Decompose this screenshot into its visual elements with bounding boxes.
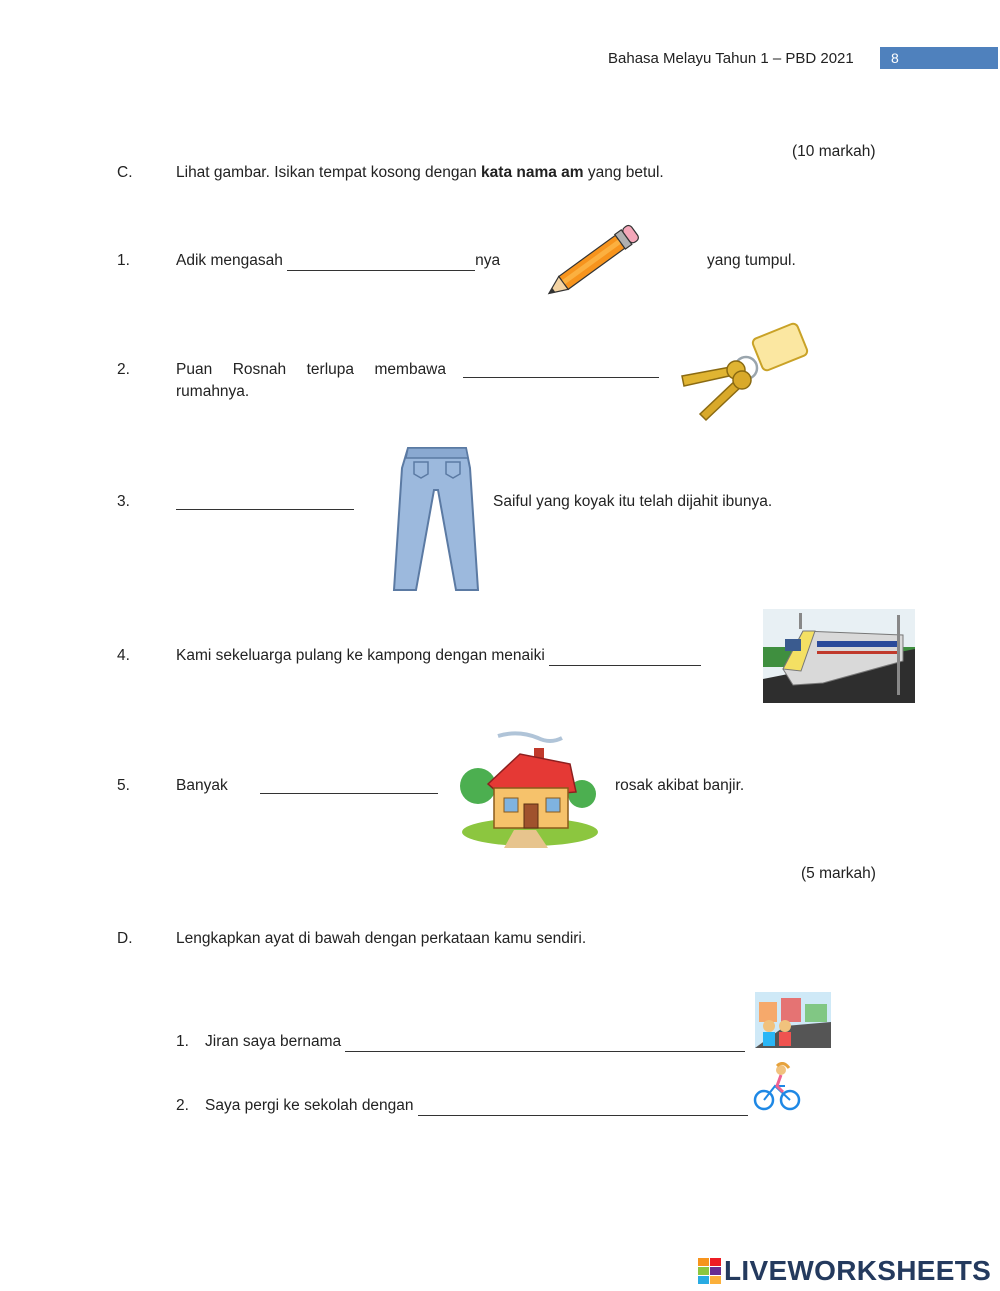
page-number-badge	[880, 47, 998, 69]
instruction-text: Lihat gambar. Isikan tempat kosong dengan	[176, 164, 482, 181]
page-number: 8	[891, 50, 899, 66]
answer-input-c2[interactable]	[463, 359, 659, 378]
question-text-continued: rumahnya.	[176, 383, 250, 400]
section-c-instruction	[176, 163, 664, 183]
question-text: Adik mengasah	[176, 252, 288, 269]
question-text: Kami sekeluarga pulang ke kampong dengan menaiki	[176, 647, 550, 664]
header-title: Bahasa Melayu Tahun 1 – PBD 2021	[608, 50, 854, 67]
question-text: rosak akibat banjir.	[615, 777, 745, 794]
question-number: 1.	[117, 252, 130, 269]
question-text: Banyak	[176, 777, 228, 794]
instruction-text-end: yang betul.	[583, 164, 664, 181]
section-c-label: C.	[117, 164, 133, 181]
question-number: 4.	[117, 647, 130, 664]
answer-input-c4[interactable]	[549, 647, 701, 666]
question-number: 5.	[117, 777, 130, 794]
liveworksheets-logo	[698, 1256, 991, 1286]
question-4	[176, 646, 701, 666]
section-d-marks: (5 markah)	[801, 865, 876, 882]
pencil-icon	[538, 220, 652, 300]
question-number: 3.	[117, 493, 130, 510]
house-icon	[458, 730, 600, 848]
question-text: Saiful yang koyak itu telah dijahit ibunya.	[493, 493, 773, 510]
question-number: 2.	[176, 1097, 189, 1114]
keys-icon	[674, 322, 816, 426]
question-d2	[205, 1096, 748, 1116]
answer-input-d2[interactable]	[418, 1097, 748, 1116]
train-icon	[763, 609, 915, 703]
answer-input-d1[interactable]	[345, 1033, 745, 1052]
question-1	[176, 251, 500, 271]
section-d-instruction: Lengkapkan ayat di bawah dengan perkataan kamu sendiri.	[176, 930, 587, 947]
question-number: 2.	[117, 361, 130, 378]
question-text: Puan Rosnah terlupa membawa	[176, 361, 446, 378]
question-text: yang tumpul.	[707, 252, 796, 269]
question-text: Jiran saya bernama	[205, 1033, 346, 1050]
question-d1	[205, 1032, 745, 1052]
neighbours-icon	[755, 992, 831, 1048]
answer-input-c3[interactable]	[176, 491, 354, 510]
question-number: 1.	[176, 1033, 189, 1050]
bicycle-icon	[753, 1062, 801, 1112]
section-d-label: D.	[117, 930, 133, 947]
question-text: nya	[475, 252, 501, 269]
jeans-icon	[390, 444, 482, 594]
instruction-bold: kata nama am	[481, 164, 584, 181]
answer-input-c1[interactable]	[287, 252, 475, 271]
section-c-marks: (10 markah)	[792, 143, 876, 160]
logo-blocks-icon	[698, 1258, 722, 1284]
answer-input-c5[interactable]	[260, 775, 438, 794]
question-text: Saya pergi ke sekolah dengan	[205, 1097, 418, 1114]
logo-text: LIVEWORKSHEETS	[724, 1255, 992, 1286]
